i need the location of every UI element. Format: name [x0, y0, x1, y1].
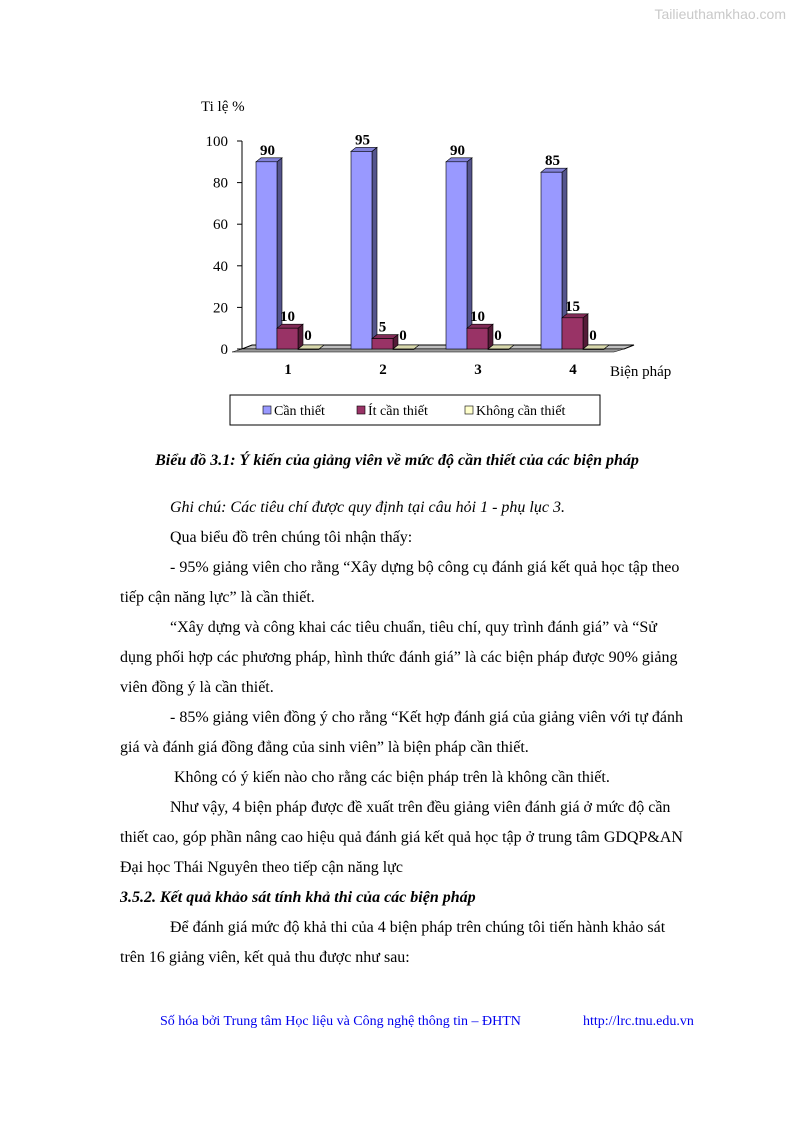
data-label: 90	[450, 142, 465, 159]
bar	[351, 151, 372, 349]
legend-swatch	[465, 406, 473, 414]
data-label: 10	[470, 309, 485, 326]
legend-label: Cần thiết	[274, 404, 325, 419]
data-label: 0	[494, 328, 502, 344]
bar-chart	[0, 0, 794, 440]
y-tick-label: 40	[213, 258, 228, 275]
data-label: 0	[399, 328, 407, 344]
legend-swatch	[357, 406, 365, 414]
data-label: 95	[355, 132, 370, 149]
paragraph-line: viên đồng ý là cần thiết.	[120, 679, 274, 696]
y-tick-label: 80	[213, 175, 228, 192]
y-tick-label: 100	[205, 134, 228, 150]
legend-label: Không cần thiết	[476, 404, 566, 419]
y-tick-label: 20	[213, 300, 228, 317]
data-label: 0	[589, 328, 597, 344]
paragraph-line: dụng phối hợp các phương pháp, hình thức đánh giá” là các biện pháp được 90% giảng	[120, 649, 678, 666]
bar-top	[298, 345, 324, 349]
bar	[562, 318, 583, 349]
paragraph-line: thiết cao, góp phần nâng cao hiệu quả đánh giá kết quả học tập ở trung tâm GDQP&AN	[120, 829, 683, 846]
paragraph-line: giá và đánh giá đồng đẳng của sinh viên” là biện pháp cần thiết.	[120, 739, 529, 756]
bar	[277, 328, 298, 349]
bar-top	[488, 345, 514, 349]
bar-side	[372, 147, 377, 349]
data-label: 10	[280, 309, 295, 326]
data-label: 90	[260, 142, 275, 159]
bar-top	[393, 345, 419, 349]
bar	[541, 172, 562, 349]
watermark: Tailieuthamkhao.com	[654, 6, 786, 22]
x-tick-label: 3	[474, 362, 482, 378]
paragraph-line: - 95% giảng viên cho rằng “Xây dựng bộ công cụ đánh giá kết quả học tập theo	[170, 559, 680, 576]
data-label: 15	[565, 298, 580, 315]
bar	[372, 339, 393, 349]
paragraph-line: Đại học Thái Nguyên theo tiếp cận năng lực	[120, 859, 403, 876]
note: Ghi chú: Các tiêu chí được quy định tại câu hỏi 1 - phụ lục 3.	[170, 499, 565, 516]
legend-label: Ít cần thiết	[368, 404, 428, 419]
data-label: 5	[378, 319, 387, 336]
bar-top	[583, 345, 609, 349]
bar	[256, 162, 277, 349]
bar-side	[583, 314, 588, 349]
bar	[298, 349, 319, 350]
bar	[583, 349, 604, 350]
section-heading: 3.5.2. Kết quả khảo sát tính khả thi của các biện pháp	[120, 889, 476, 906]
footer-link[interactable]: http://lrc.tnu.edu.vn	[583, 1014, 694, 1029]
paragraph-intro: Qua biểu đồ trên chúng tôi nhận thấy:	[170, 529, 413, 546]
paragraph-line: Không có ý kiến nào cho rằng các biện pháp trên là không cần thiết.	[174, 769, 610, 786]
paragraph-line: - 85% giảng viên đồng ý cho rằng “Kết hợp đánh giá của giảng viên với tự đánh	[170, 709, 684, 726]
paragraph-line: Như vậy, 4 biện pháp được đề xuất trên đều giảng viên đánh giá ở mức độ cần	[170, 799, 671, 816]
chart-floor-edge	[232, 349, 624, 352]
paragraph-line: Để đánh giá mức độ khả thi của 4 biện pháp trên chúng tôi tiến hành khảo sát	[170, 919, 666, 936]
bar	[467, 328, 488, 349]
data-label: 85	[545, 153, 560, 170]
y-tick-label: 0	[220, 342, 228, 358]
x-tick-label: 4	[569, 362, 577, 378]
bar	[446, 162, 467, 349]
footer-credit: Số hóa bởi Trung tâm Học liệu và Công nghệ thông tin – ĐHTN	[160, 1014, 521, 1029]
paragraph-line: “Xây dựng và công khai các tiêu chuẩn, tiêu chí, quy trình đánh giá” và “Sử	[170, 619, 657, 636]
paragraph-line: tiếp cận năng lực” là cần thiết.	[120, 589, 315, 606]
data-label: 0	[304, 328, 312, 344]
bar	[488, 349, 509, 350]
bar	[393, 349, 414, 350]
paragraph-line: trên 16 giảng viên, kết quả thu được như sau:	[120, 949, 410, 966]
x-tick-label: 2	[379, 362, 387, 378]
legend-swatch	[263, 406, 271, 414]
y-tick-label: 60	[213, 217, 228, 234]
y-axis-title: Ti lệ %	[201, 99, 245, 115]
x-tick-label: 1	[284, 362, 292, 378]
x-axis-title: Biện pháp	[610, 364, 672, 380]
chart-caption: Biểu đồ 3.1: Ý kiến của giảng viên về mức độ cần thiết của các biện pháp	[155, 452, 639, 469]
